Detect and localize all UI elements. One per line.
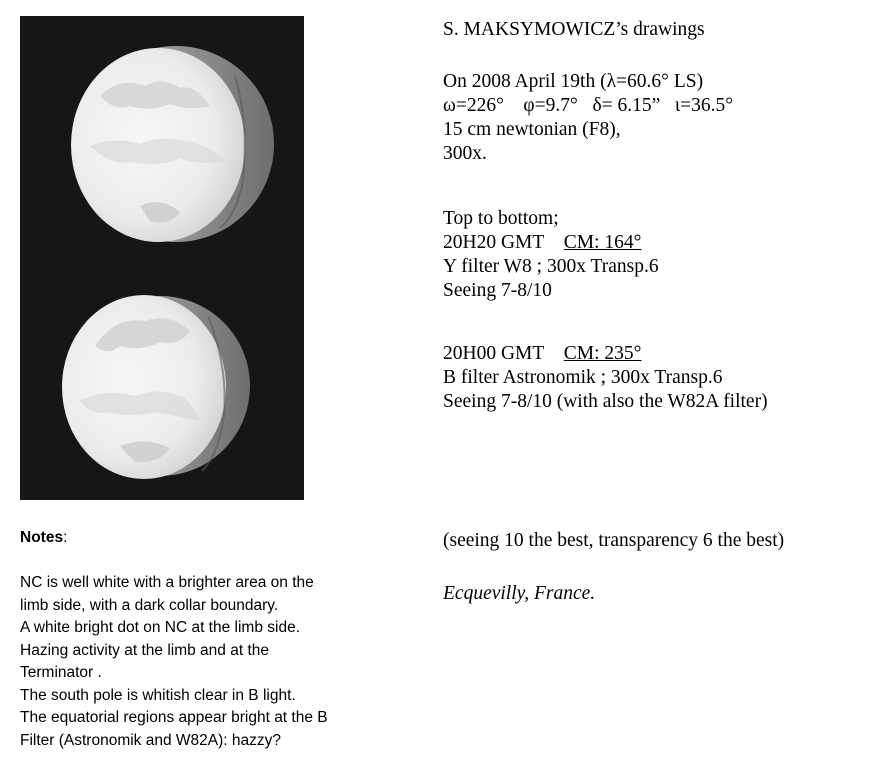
notes-line: Terminator . bbox=[20, 664, 102, 681]
obs2-filter: B filter Astronomik ; 300x Transp.6 bbox=[443, 367, 723, 388]
iota-value: ι=36.5° bbox=[674, 95, 734, 116]
angles-line bbox=[443, 94, 733, 118]
order-label: Top to bottom; bbox=[443, 208, 559, 229]
phi-value: φ=9.7° bbox=[523, 95, 578, 116]
notes-heading: Notes bbox=[20, 529, 64, 546]
delta-value: δ= 6.15” bbox=[592, 95, 661, 116]
obs1-filter: Y filter W8 ; 300x Transp.6 bbox=[443, 256, 659, 277]
notes-line: The equatorial regions appear bright at the B bbox=[20, 709, 328, 726]
scale-note-text: (seeing 10 the best, transparency 6 the best) bbox=[443, 530, 785, 551]
obs1-time-line bbox=[443, 231, 659, 255]
location bbox=[443, 582, 595, 606]
obs2-cm: CM: 235° bbox=[563, 343, 642, 364]
observation-1 bbox=[443, 207, 659, 303]
observation-2 bbox=[443, 342, 768, 414]
obs2-time: 20H00 GMT bbox=[443, 343, 545, 364]
obs1-time: 20H20 GMT bbox=[443, 232, 545, 253]
obs2-time-line bbox=[443, 342, 768, 366]
notes-line: Filter (Astronomik and W82A): hazzy? bbox=[20, 731, 282, 749]
telescope-line: 15 cm newtonian (F8), bbox=[443, 119, 621, 140]
mars-drawing-top bbox=[71, 46, 274, 242]
header-block bbox=[443, 18, 705, 42]
notes-line: The south pole is whitish clear in B light. bbox=[20, 686, 296, 704]
drawings-panel bbox=[20, 16, 304, 500]
notes-heading-colon: : bbox=[63, 529, 68, 546]
magnification-line: 300x. bbox=[443, 143, 487, 164]
notes-block bbox=[20, 527, 328, 752]
obs2-seeing: Seeing 7-8/10 (with also the W82A filter) bbox=[443, 391, 768, 412]
notes-line: Hazing activity at the limb and at the bbox=[20, 641, 269, 659]
notes-spacer bbox=[20, 550, 328, 573]
mars-drawing-bottom bbox=[62, 295, 250, 479]
date-line: On 2008 April 19th (λ=60.6° LS) bbox=[443, 71, 704, 92]
observation-params bbox=[443, 70, 733, 166]
drawings-title: S. MAKSYMOWICZ’s drawings bbox=[443, 19, 705, 40]
mars-drawings-image bbox=[20, 16, 304, 500]
obs1-cm: CM: 164° bbox=[563, 232, 642, 253]
omega-value: ω=226° bbox=[443, 95, 504, 116]
notes-line: limb side, with a dark collar boundary. bbox=[20, 596, 279, 614]
notes-line: A white bright dot on NC at the limb side. bbox=[20, 619, 301, 636]
obs1-seeing: Seeing 7-8/10 bbox=[443, 280, 552, 301]
scale-note bbox=[443, 529, 784, 553]
notes-line: NC is well white with a brighter area on the bbox=[20, 574, 314, 591]
location-text: Ecquevilly, France. bbox=[443, 583, 596, 604]
notes-heading-line bbox=[20, 527, 328, 550]
